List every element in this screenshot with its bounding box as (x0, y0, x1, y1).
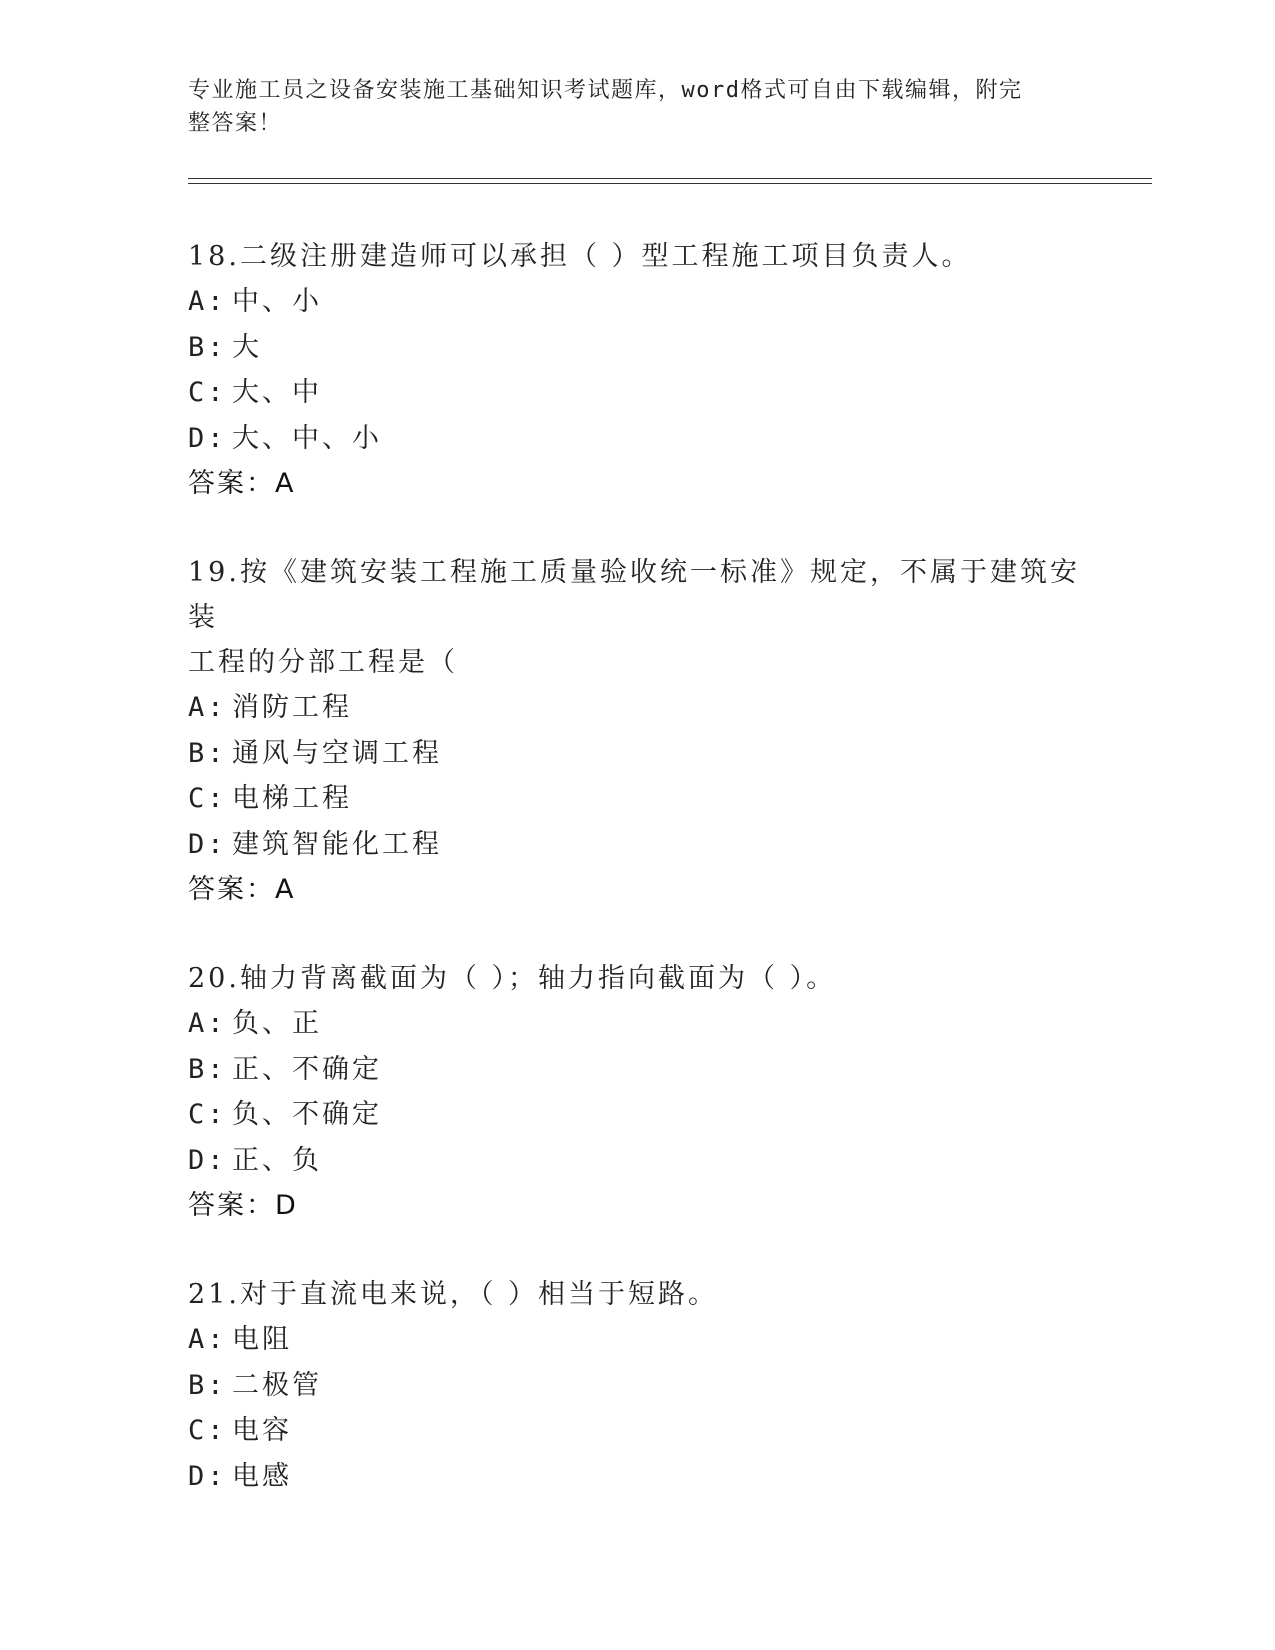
option-item (188, 1408, 1088, 1454)
answer-line: 答案：A (188, 468, 296, 499)
option-text: 负、不确定 (232, 1099, 382, 1130)
option-key: D: (188, 1144, 227, 1176)
question-stem-line: 18.二级注册建造师可以承担（ ）型工程施工项目负责人。 (188, 241, 972, 272)
option-item (188, 325, 1088, 371)
option-item (188, 370, 1088, 416)
header-line-1: 专业施工员之设备安装施工基础知识考试题库，word格式可自由下载编辑，附完 (188, 78, 1023, 103)
question-stem-line: 19.按《建筑安装工程施工质量验收统一标准》规定，不属于建筑安装 (188, 557, 1080, 633)
option-text: 电感 (232, 1460, 292, 1492)
option-key: B: (188, 1053, 227, 1085)
question-list (188, 234, 1088, 1543)
option-text: 大、中、小 (232, 422, 382, 454)
question-1 (188, 234, 1088, 506)
option-key: A: (188, 1324, 227, 1355)
question-2 (188, 550, 1088, 912)
option-key: B: (188, 1369, 227, 1401)
option-key: C: (188, 1099, 227, 1130)
document-header (188, 74, 1088, 140)
option-key: A: (188, 286, 227, 317)
option-key: D: (188, 1460, 227, 1492)
option-item (188, 822, 1088, 868)
option-item (188, 1047, 1088, 1093)
option-item (188, 279, 1088, 325)
option-item (188, 1363, 1088, 1409)
option-text: 大 (232, 331, 262, 363)
option-key: D: (188, 422, 227, 454)
option-text: 大、中 (232, 377, 322, 408)
option-item (188, 1454, 1088, 1500)
option-key: C: (188, 783, 227, 814)
option-item (188, 685, 1088, 731)
question-stem-line: 工程的分部工程是（ (188, 647, 458, 678)
option-key: A: (188, 692, 227, 723)
question-3 (188, 956, 1088, 1228)
answer-line: 答案：A (188, 874, 296, 905)
option-key: A: (188, 1008, 227, 1039)
option-item (188, 776, 1088, 822)
option-item (188, 416, 1088, 462)
option-text: 电容 (232, 1415, 292, 1446)
question-4 (188, 1272, 1088, 1499)
option-text: 二极管 (232, 1369, 322, 1401)
option-item (188, 1317, 1088, 1363)
option-text: 中、小 (232, 286, 322, 317)
option-item (188, 731, 1088, 777)
option-key: B: (188, 331, 227, 363)
option-text: 建筑智能化工程 (232, 828, 442, 860)
option-item (188, 1092, 1088, 1138)
option-item (188, 1001, 1088, 1047)
option-text: 正、负 (232, 1144, 322, 1176)
header-line-2: 整答案！ (188, 111, 283, 136)
option-key: C: (188, 377, 227, 408)
option-text: 负、正 (232, 1008, 322, 1039)
header-divider-top (188, 178, 1152, 179)
option-key: C: (188, 1415, 227, 1446)
question-stem-line: 20.轴力背离截面为（ ）；轴力指向截面为（ ）。 (188, 963, 837, 994)
header-divider-bottom (188, 183, 1152, 184)
option-text: 正、不确定 (232, 1053, 382, 1085)
option-text: 通风与空调工程 (232, 737, 442, 769)
option-text: 电阻 (232, 1324, 292, 1355)
option-key: B: (188, 737, 227, 769)
option-item (188, 1138, 1088, 1184)
option-text: 消防工程 (232, 692, 352, 723)
answer-line: 答案：D (188, 1190, 298, 1221)
question-stem-line: 21.对于直流电来说，（ ）相当于短路。 (188, 1279, 719, 1310)
option-text: 电梯工程 (232, 783, 352, 814)
option-key: D: (188, 828, 227, 860)
